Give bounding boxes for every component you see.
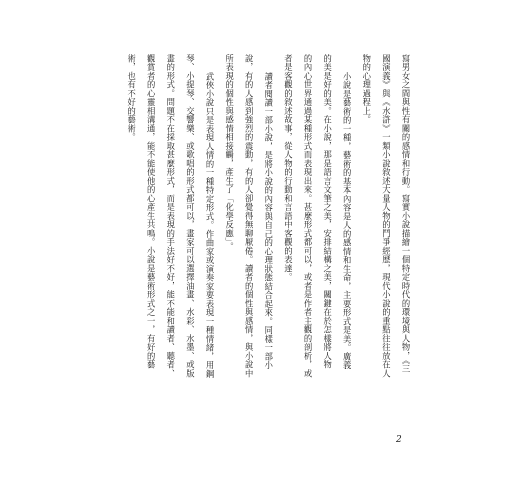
vertical-text-block [108,54,411,444]
text-column: 寫男女之間與性有關的感情和行動。寫實小說描繪一個特定時代的環境與人物，《三 [401,54,411,374]
page-number: 2 [396,435,402,445]
text-column: 小說是藝術的一種，藝術的基本內容是人的感情和生命，主要形式是美。廣義 [342,72,353,370]
text-column: 所表現的個性與感情相接觸，產生了「化學反應」。 [224,54,235,252]
text-column: 物的心理過程上。 [361,54,372,124]
text-column: 畫的形式。問題不在採取甚麼形式，而是表現的手法好不好，能不能和讀者、聽者、 [165,54,176,378]
text-column: 國演義》與《水滸》一類小說敘述大量人物的鬥爭經歷，現代小說的重點往往放在人 [381,54,392,378]
text-column: 琴、小提琴、交響樂、或歌唱的形式都可以，畫家可以選擇油畫、水彩、水墨、或版 [185,54,196,378]
text-column: 的美是好的美。在小說，那是語言文筆之美，安排結構之美，關鍵在於怎樣將人物 [322,54,333,369]
text-column: 說，有的人感到強烈的震動，有的人卻覺得無聊厭倦。讀者的個性與感情，與小說中 [244,54,255,378]
text-column: 者是客觀的敘述故事，從人物的行動和言語中客觀的表達。 [283,54,294,282]
text-column: 的內心世界通過某種形式而表現出來。甚麼形式都可以，或者是作者主觀的剖析，或 [303,54,313,378]
text-column: 武俠小說只是表現人情的一種特定形式。作曲家或演奏家要表現一種情緒，用鋼 [205,72,215,379]
text-column: 觀賞者的心靈相溝通，能不能使他的心產生共鳴。小說是藝術形式之一，有好的藝 [146,54,157,369]
text-column: 術，也有不好的藝術。 [126,54,137,142]
text-column: 讀者閱讀一部小說，是將小說的內容與自己的心理狀態結合起來。同樣一部小 [263,72,274,370]
